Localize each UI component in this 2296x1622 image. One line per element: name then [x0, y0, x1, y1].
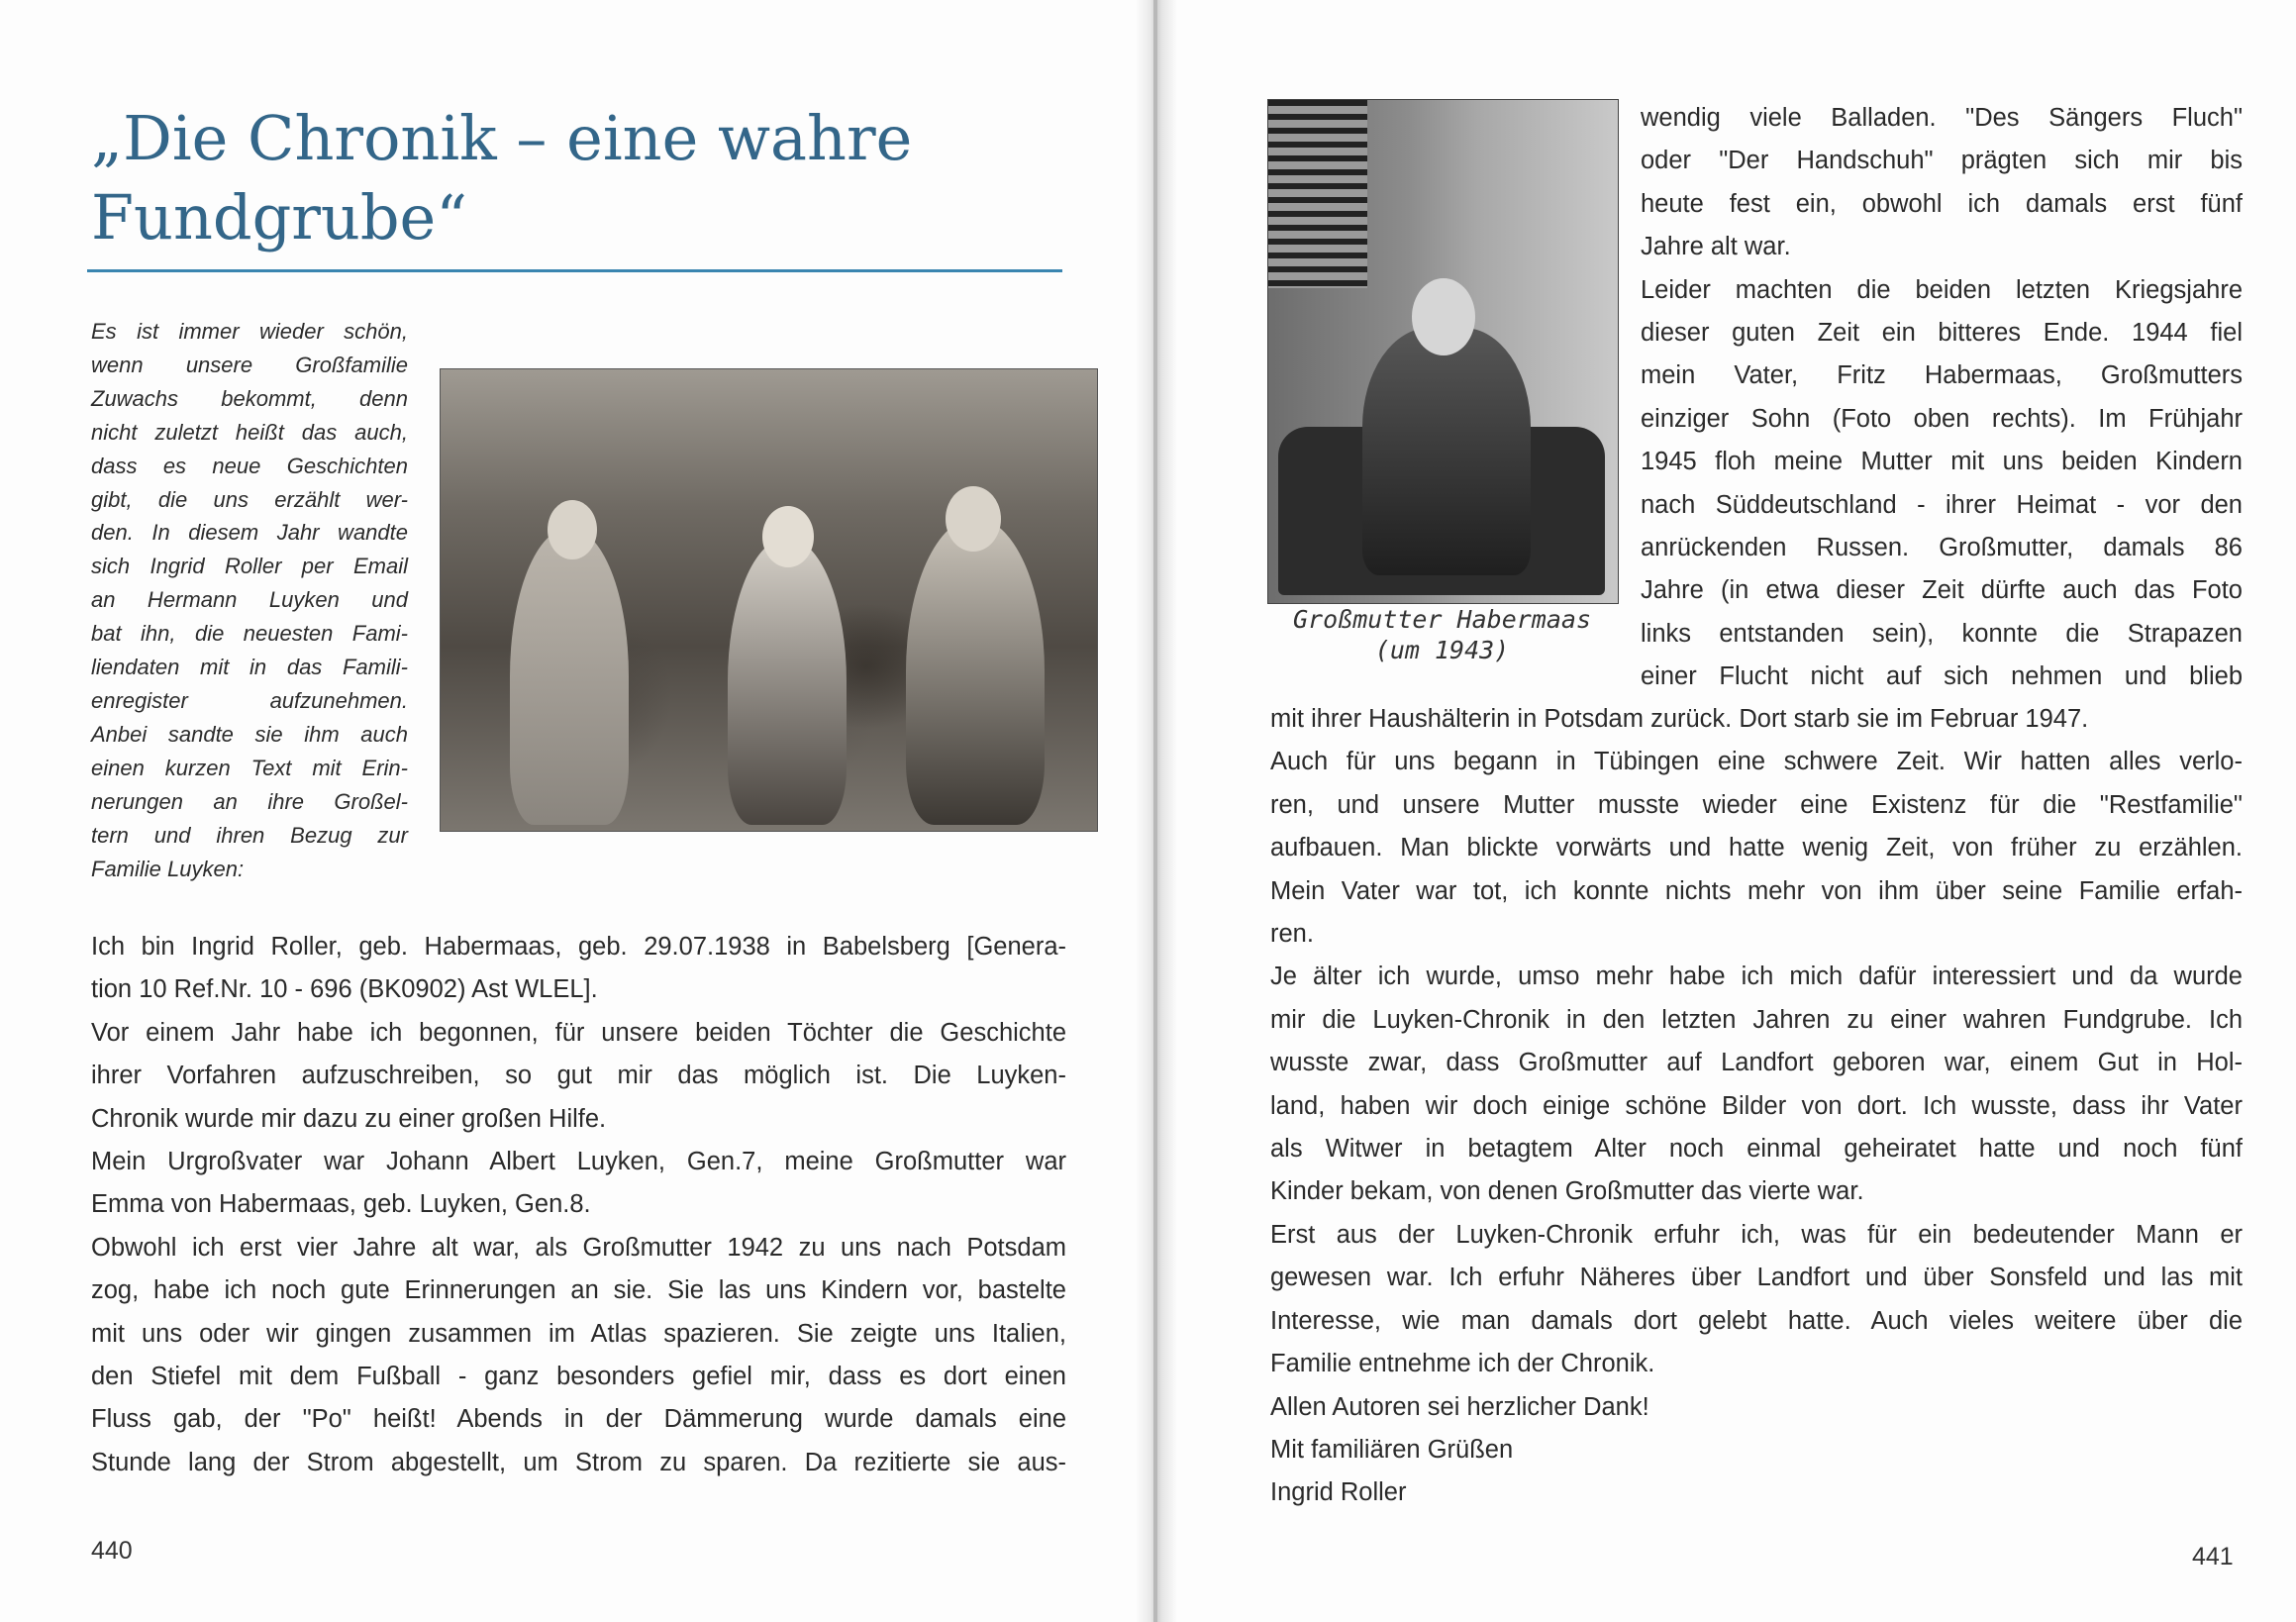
text-line: Erst aus der Luyken-Chronik erfuhr ich, was für ein bedeutender Mann er	[1270, 1220, 2243, 1249]
text-line: Mein Vater war tot, ich konnte nichts mehr von ihm über seine Familie erfah-	[1270, 876, 2243, 905]
text-line: Ich bin Ingrid Roller, geb. Habermaas, geb. 29.07.1938 in Babelsberg [Genera-	[91, 933, 1066, 961]
text-line: ren.	[1270, 920, 1314, 949]
text-line: Allen Autoren sei herzlicher Dank!	[1270, 1392, 1649, 1421]
text-line: liendaten mit in das Famili-	[91, 655, 408, 680]
text-line: heute fest ein, obwohl ich damals erst fünf	[1641, 189, 2243, 218]
text-line: land, haben wir doch einige schöne Bilder von dort. Ich wusste, dass ihr Vater	[1270, 1091, 2243, 1120]
text-line: anrückenden Russen. Großmutter, damals 86	[1641, 534, 2243, 562]
page-title: „Die Chronik – eine wahre Fundgrube“	[91, 102, 913, 253]
right-body-text	[1270, 698, 2243, 1515]
text-line: wendig viele Balladen. "Des Sängers Fluch"	[1641, 104, 2243, 132]
text-line: Vor einem Jahr habe ich begonnen, für unsere beiden Töchter die Geschichte	[91, 1018, 1066, 1047]
text-line: mir die Luyken-Chronik in den letzten Jahren zu einer wahren Fundgrube. Ich	[1270, 1005, 2243, 1034]
text-line: zog, habe ich noch gute Erinnerungen an sie. Sie las uns Kindern vor, bastelte	[91, 1276, 1066, 1305]
caption-line-1: Großmutter Habermaas	[1292, 605, 1592, 634]
text-line: bat ihn, die neuesten Fami-	[91, 621, 408, 647]
caption-line-2: (um 1943)	[1374, 636, 1510, 664]
photo-face	[1412, 278, 1475, 355]
text-line: nach Süddeutschland - ihrer Heimat - vor den	[1641, 490, 2243, 519]
text-line: Stunde lang der Strom abgestellt, um Strom zu sparen. Da rezitierte sie aus-	[91, 1448, 1066, 1476]
text-line: den. In diesem Jahr wandte	[91, 520, 408, 546]
page-number-right: 441	[2192, 1543, 2234, 1571]
text-line: wusste zwar, dass Großmutter auf Landfort geboren war, einem Gut in Hol-	[1270, 1049, 2243, 1077]
photo-person-center	[728, 538, 847, 825]
text-line: Kinder bekam, von denen Großmutter das vierte war.	[1270, 1177, 1864, 1206]
text-line: mit uns oder wir gingen zusammen im Atlas spazieren. Sie zeigte uns Italien,	[91, 1319, 1066, 1348]
text-line: einer Flucht nicht auf sich nehmen und blieb	[1641, 662, 2243, 691]
grandmother-photo	[1267, 99, 1619, 604]
text-line: einen kurzen Text mit Erin-	[91, 755, 408, 780]
right-top-text	[1641, 97, 2243, 699]
text-line: Zuwachs bekommt, denn	[91, 385, 408, 411]
text-line: Emma von Habermaas, geb. Luyken, Gen.8.	[91, 1190, 591, 1219]
text-line: sich Ingrid Roller per Email	[91, 554, 408, 579]
left-body-text	[91, 926, 1066, 1484]
text-line: 1945 floh meine Mutter mit uns beiden Kindern	[1641, 448, 2243, 476]
photo-head-right	[946, 486, 1001, 552]
text-line: Obwohl ich erst vier Jahre alt war, als Großmutter 1942 zu uns nach Potsdam	[91, 1233, 1066, 1262]
photo-head-left	[548, 500, 597, 559]
text-line: Mein Urgroßvater war Johann Albert Luyken, Gen.7, meine Großmutter war	[91, 1148, 1066, 1176]
photo-person-right	[906, 518, 1045, 825]
title-divider	[87, 269, 1062, 272]
text-line: gibt, die uns erzählt wer-	[91, 486, 408, 512]
text-line: Interesse, wie man damals dort gelebt hatte. Auch vieles weitere über die	[1270, 1306, 2243, 1335]
text-line: den Stiefel mit dem Fußball - ganz besonders gefiel mir, dass es dort einen	[91, 1363, 1066, 1391]
text-line: Leider machten die beiden letzten Kriegsjahre	[1641, 275, 2243, 304]
text-line: Anbei sandte sie ihm auch	[91, 721, 408, 747]
text-line: links entstanden sein), konnte die Strapazen	[1641, 619, 2243, 648]
text-line: Es ist immer wieder schön,	[91, 319, 408, 344]
text-line: Ingrid Roller	[1270, 1478, 1407, 1507]
page-number-left: 440	[91, 1537, 133, 1565]
text-line: mein Vater, Fritz Habermaas, Großmutters	[1641, 361, 2243, 390]
text-line: nicht zuletzt heißt das auch,	[91, 419, 408, 445]
text-line: Auch für uns begann in Tübingen eine schwere Zeit. Wir hatten alles verlo-	[1270, 748, 2243, 776]
text-line: dieser guten Zeit ein bitteres Ende. 1944 fiel	[1641, 319, 2243, 348]
text-line: nerungen an ihre Großel-	[91, 788, 408, 814]
text-line: Jahre (in etwa dieser Zeit dürfte auch das Foto	[1641, 576, 2243, 605]
text-line: aufbauen. Man blickte vorwärts und hatte wenig Zeit, von früher zu erzählen.	[1270, 834, 2243, 862]
text-line: einziger Sohn (Foto oben rechts). Im Frühjahr	[1641, 404, 2243, 433]
text-line: dass es neue Geschichten	[91, 453, 408, 478]
text-line: an Hermann Luyken und	[91, 587, 408, 613]
text-line: Familie Luyken:	[91, 856, 245, 881]
text-line: ren, und unsere Mutter musste wieder eine Existenz für die "Restfamilie"	[1270, 790, 2243, 819]
text-line: Fluss gab, der "Po" heißt! Abends in der Dämmerung wurde damals eine	[91, 1405, 1066, 1434]
text-line: Mit familiären Grüßen	[1270, 1435, 1514, 1464]
text-line: Familie entnehme ich der Chronik.	[1270, 1350, 1655, 1378]
text-line: wenn unsere Großfamilie	[91, 352, 408, 377]
text-line: Chronik wurde mir dazu zu einer großen Hilfe.	[91, 1104, 607, 1133]
intro-paragraph	[91, 315, 408, 885]
photo-caption	[1267, 604, 1617, 665]
text-line: Je älter ich wurde, umso mehr habe ich mich dafür interessiert und da wurde	[1270, 963, 2243, 991]
text-line: tion 10 Ref.Nr. 10 - 696 (BK0902) Ast WLEL].	[91, 975, 598, 1004]
text-line: tern und ihren Bezug zur	[91, 822, 408, 848]
text-line: mit ihrer Haushälterin in Potsdam zurück. Dort starb sie im Februar 1947.	[1270, 705, 2089, 733]
photo-figure	[1362, 328, 1531, 575]
gutter-shadow	[1153, 0, 1157, 1622]
text-line: oder "Der Handschuh" prägten sich mir bis	[1641, 147, 2243, 175]
text-line: ihrer Vorfahren aufzuschreiben, so gut mir das möglich ist. Die Luyken-	[91, 1062, 1066, 1090]
text-line: als Witwer in betagtem Alter noch einmal geheiratet hatte und noch fünf	[1270, 1135, 2243, 1164]
photo-person-left	[510, 528, 629, 825]
photo-head-center	[762, 506, 814, 567]
family-photo	[440, 368, 1098, 832]
text-line: enregister aufzunehmen.	[91, 687, 408, 713]
text-line: gewesen war. Ich erfuhr Näheres über Landfort und über Sonsfeld und las mit	[1270, 1264, 2243, 1292]
text-line: Jahre alt war.	[1641, 233, 1791, 261]
